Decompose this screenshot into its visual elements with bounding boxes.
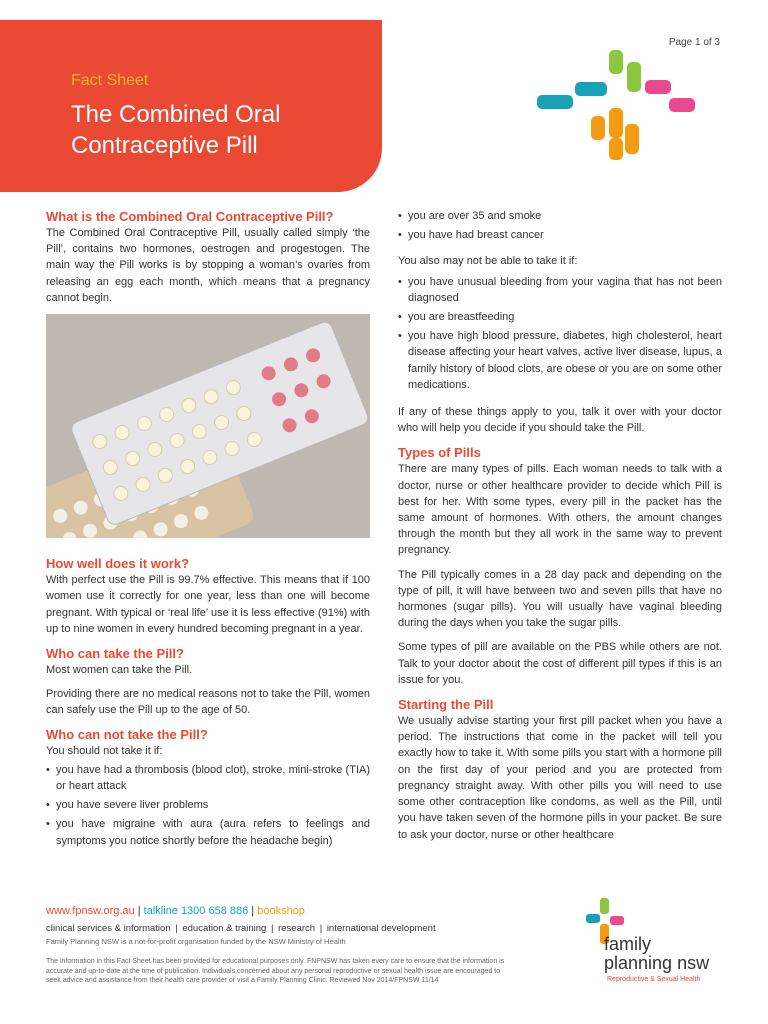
- heading-who-can: Who can take the Pill?: [46, 646, 184, 662]
- list-item: • you have migraine with aura (aura refers to feelings and symptoms you notice shortly before the headache begin): [46, 816, 370, 848]
- list-item: • you are over 35 and smoke: [398, 208, 722, 224]
- heading-who-can-not: Who can not take the Pill?: [46, 726, 208, 742]
- list-item: • you have severe liver problems: [46, 797, 370, 813]
- service-item: clinical services & information: [46, 923, 171, 934]
- list-item: • you have had breast cancer: [398, 227, 722, 243]
- heading-how-well: How well does it work?: [46, 556, 190, 572]
- pill-packets-photo: [46, 314, 370, 538]
- disclaimer: The information in this Fact Sheet has been provided for educational purposes only. FNPNSW has taken every care to ensure that the information is accurate and up-to-date at the time of publication. Individuals concerned about any personal reproductive or sexual health issue are encouraged to seek advice and assistance from their health care provider or visit a Family Planning Clinic. Reviewed Nov 2014/FPNSW 11/14: [46, 958, 505, 984]
- heading-types-of-pills: Types of Pills: [398, 445, 481, 461]
- funding-note: Family Planning NSW is a not-for-profit organisation funded by the NSW Ministry of Health: [46, 937, 346, 946]
- paragraph-many-types: There are many types of pills. Each woman needs to talk with a doctor, nurse or other healthcare provider to decide which Pill is best for her. With some types, every pill in the packet has the same amount of hormones. With others, the amount changes through the month but they all work in the same way to prevent pregnancy.: [398, 463, 722, 557]
- fact-sheet-label: Fact Sheet: [71, 72, 149, 89]
- paragraph-28-day-pack: The Pill typically comes in a 28 day pack and depending on the type of pill, it will have between two and seven pills that have no hormones (sugar pills). You will usually have vaginal bleeding during the days when you take the sugar pills.: [398, 568, 722, 630]
- risk-list: [398, 208, 722, 243]
- list-item: • you are breastfeeding: [398, 309, 722, 325]
- title-banner: [0, 20, 382, 192]
- page-number: Page 1 of 3: [668, 37, 720, 48]
- paragraph-what-is: The Combined Oral Contraceptive Pill, usually called simply ‘the Pill’, contains two hormones, oestrogen and progestogen. The main way the Pill works is by stopping a woman’s ovaries from releasing an egg each month, which means that a pregnancy cannot begin.: [46, 227, 370, 304]
- bookshop-link[interactable]: bookshop: [257, 905, 305, 917]
- list-item: • you have had a thrombosis (blood clot), stroke, mini-stroke (TIA) or heart attack: [46, 762, 370, 794]
- family-planning-brand: [586, 898, 736, 983]
- footer: [46, 905, 516, 986]
- heading-starting-the-pill: Starting the Pill: [398, 697, 494, 713]
- title-line-2: Contraceptive Pill: [71, 132, 258, 159]
- service-item: education & training: [182, 923, 267, 934]
- paragraph-talk-it-over: If any of these things apply to you, talk it over with your doctor who will help you decide if you should take the Pill.: [398, 406, 722, 435]
- paragraph-should-not: You should not take it if:: [46, 744, 163, 757]
- title-line-1: The Combined Oral: [71, 101, 281, 128]
- website-link[interactable]: www.fpnsw.org.au: [46, 905, 135, 917]
- brand-tagline: Reproductive & Sexual Health: [607, 976, 701, 983]
- page-title: [71, 99, 280, 161]
- list-item: • you have high blood pressure, diabetes, high cholesterol, heart disease affecting your heart valves, active liver disease, lupus, a family history of blood clots, are obese or you are on some other medications.: [398, 328, 722, 393]
- caution-list: [398, 274, 722, 393]
- contraindication-list: [46, 762, 370, 849]
- service-item: international development: [326, 923, 436, 934]
- paragraph-most-women: Most women can take the Pill.: [46, 664, 193, 677]
- paragraph-also-may-not: You also may not be able to take it if:: [398, 255, 578, 268]
- footer-links: www.fpnsw.org.au | talkline 1300 658 886 | bookshop: [46, 905, 305, 917]
- paragraph-pbs: Some types of pill are available on the PBS while others are not. Talk to your doctor about the cost of different pill types if this is an issue for you.: [398, 641, 722, 686]
- services-list: clinical services & information | education & training | research | international development: [46, 923, 436, 934]
- left-column: [46, 208, 370, 852]
- talkline-link[interactable]: talkline 1300 658 886: [143, 905, 249, 917]
- paragraph-providing: Providing there are no medical reasons not to take the Pill, women can safely use the Pill up to the age of 50.: [46, 688, 370, 717]
- brand-name-line-2: planning nsw: [604, 953, 710, 973]
- service-item: research: [278, 923, 316, 934]
- list-item: • you have unusual bleeding from your vagina that has not been diagnosed: [398, 274, 722, 306]
- paragraph-starting: We usually advise starting your first pill packet when you have a period. The instructions that come in the packet will tell you exactly how to take it. With some pills you start with a hormone pill on the first day of your period and you are protected from pregnancy straight away. With other pills you will need to use some other contraception like condoms, as well as the Pill, until you have taken seven of the hormone pills in your packet. Be sure to ask your doctor, nurse or other healthcare: [398, 715, 722, 841]
- right-column: [398, 208, 722, 843]
- heading-what-is: What is the Combined Oral Contraceptive Pill?: [46, 209, 334, 224]
- paragraph-how-well: With perfect use the Pill is 99.7% effective. This means that if 100 women use it correctly for one year, less than one will become pregnant. With typical or ‘real life’ use it is less effective (91%) with up to nine women in every hundred becoming pregnant in a year.: [46, 574, 370, 635]
- brand-name: [604, 935, 709, 973]
- brand-name-line-1: family: [604, 934, 652, 954]
- fpnsw-cross-logo-icon: [537, 50, 707, 162]
